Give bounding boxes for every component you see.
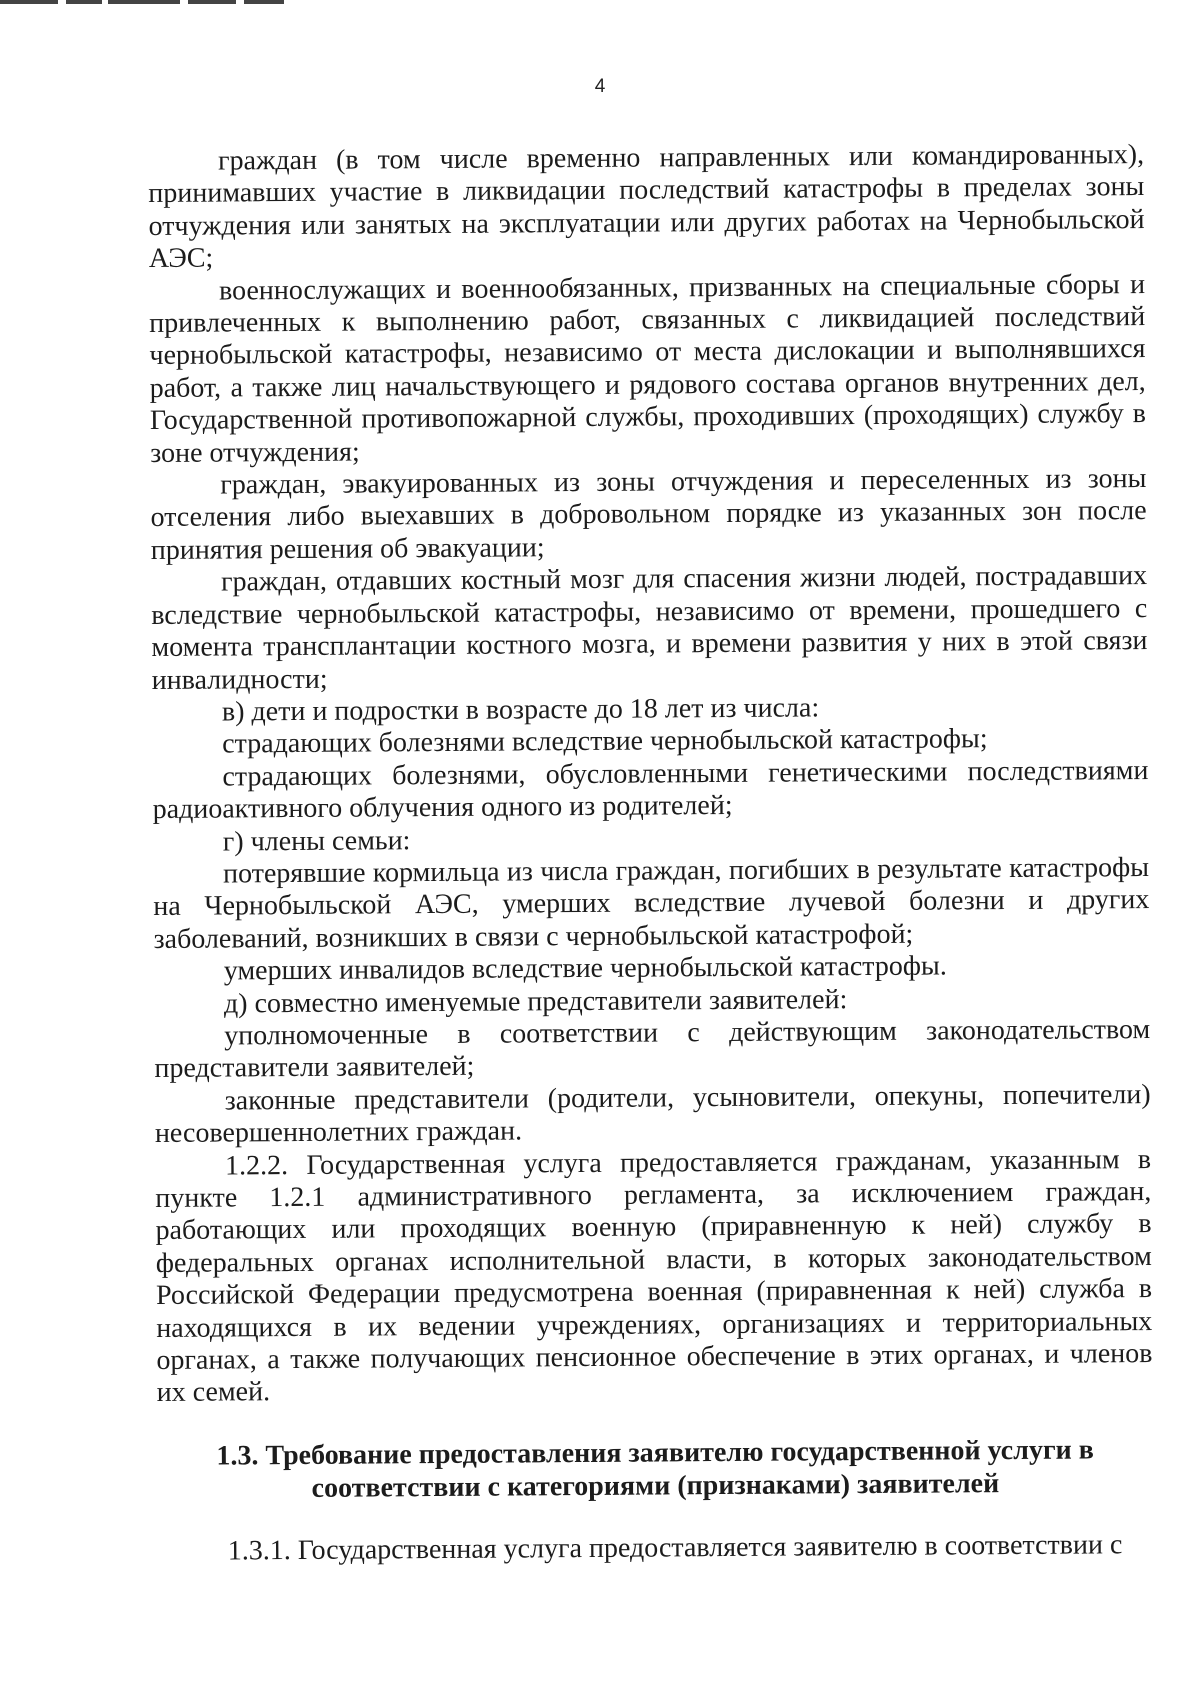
paragraph: г) члены семьи: [222,824,411,858]
document-body [148,139,1154,1568]
paragraph: д) совместно именуемые представители заявителей: [223,983,848,1020]
paragraph: 1.3.1. Государственная услуга предоставляется заявителю в соответствии с [227,1529,1123,1567]
scan-edge-mark [0,0,58,4]
paragraph: умерших инвалидов вследствие чернобыльской катастрофы. [223,950,947,987]
scan-edge-mark [188,0,236,4]
scan-edge-mark [108,0,180,4]
paragraph: граждан, эвакуированных из зоны отчуждения и переселенных из зоны отселения либо выехавших в добровольном порядке из указанных зон после принятия решения об эвакуации; [150,463,1147,566]
paragraph: законные представители (родители, усыновители, опекуны, попечители) несовершеннолетних граждан. [154,1078,1151,1150]
paragraph: страдающих болезнями вследствие чернобыльской катастрофы; [222,723,988,760]
paragraph: уполномоченные в соответствии с действующим законодательством представители заявителей; [154,1013,1151,1085]
paragraph: 1.2.2. Государственная услуга предоставляется гражданам, указанным в пункте 1.2.1 административного регламента, за исключением граждан, работающих или проходящих военную (приравненную к ней) службу в федеральных органах исполнительной власти, в которых законодательством Российской Федерации предусмотрена военная (приравненная к ней) служба в находящихся в их ведении учреждениях, организациях и территориальных органах, а также получающих пенсионное обеспечение в этих органах, и членов их семей. [155,1143,1153,1409]
paragraph: граждан, отдавших костный мозг для спасения жизни людей, пострадавших вследствие чернобыльской катастрофы, независимо от времени, прошедшего с момента трансплантации костного мозга, и времени развития у них в этой связи инвалидности; [151,560,1148,696]
paragraph: граждан (в том числе временно направленных или командированных), принимавших участие в ликвидации последствий катастрофы в пределах зоны отчуждения или занятых на эксплуатации или других работах на Чернобыльской АЭС; [148,139,1145,275]
scan-edge-mark [244,0,284,4]
section-heading: 1.3. Требование предоставления заявителю государственной услуги в соответствии с категориями (признаками) заявителей [216,1434,1094,1504]
paragraph: страдающих болезнями, обусловленными генетическими последствиями радиоактивного облучения одного из родителей; [152,754,1149,826]
paragraph: потерявшие кормильца из числа граждан, погибших в результате катастрофы на Чернобыльской АЭС, умерших вследствие лучевой болезни и других заболеваний, возникших в связи с чернобыльской катастрофой; [153,851,1150,955]
paragraph: в) дети и подростки в возрасте до 18 лет из числа: [221,692,820,728]
page-number: 4 [594,76,606,97]
scan-edge-mark [66,0,102,4]
paragraph: военнослужащих и военнообязанных, призванных на специальные сборы и привлеченных к выполнению работ, связанных с ликвидацией последствий чернобыльской катастрофы, независимо от места дислокации и выполнявшихся работ, а также лиц начальствующего и рядового состава органов внутренних дел, Государственной противопожарной службы, проходивших (проходящих) службу в зоне отчуждения; [149,268,1147,469]
